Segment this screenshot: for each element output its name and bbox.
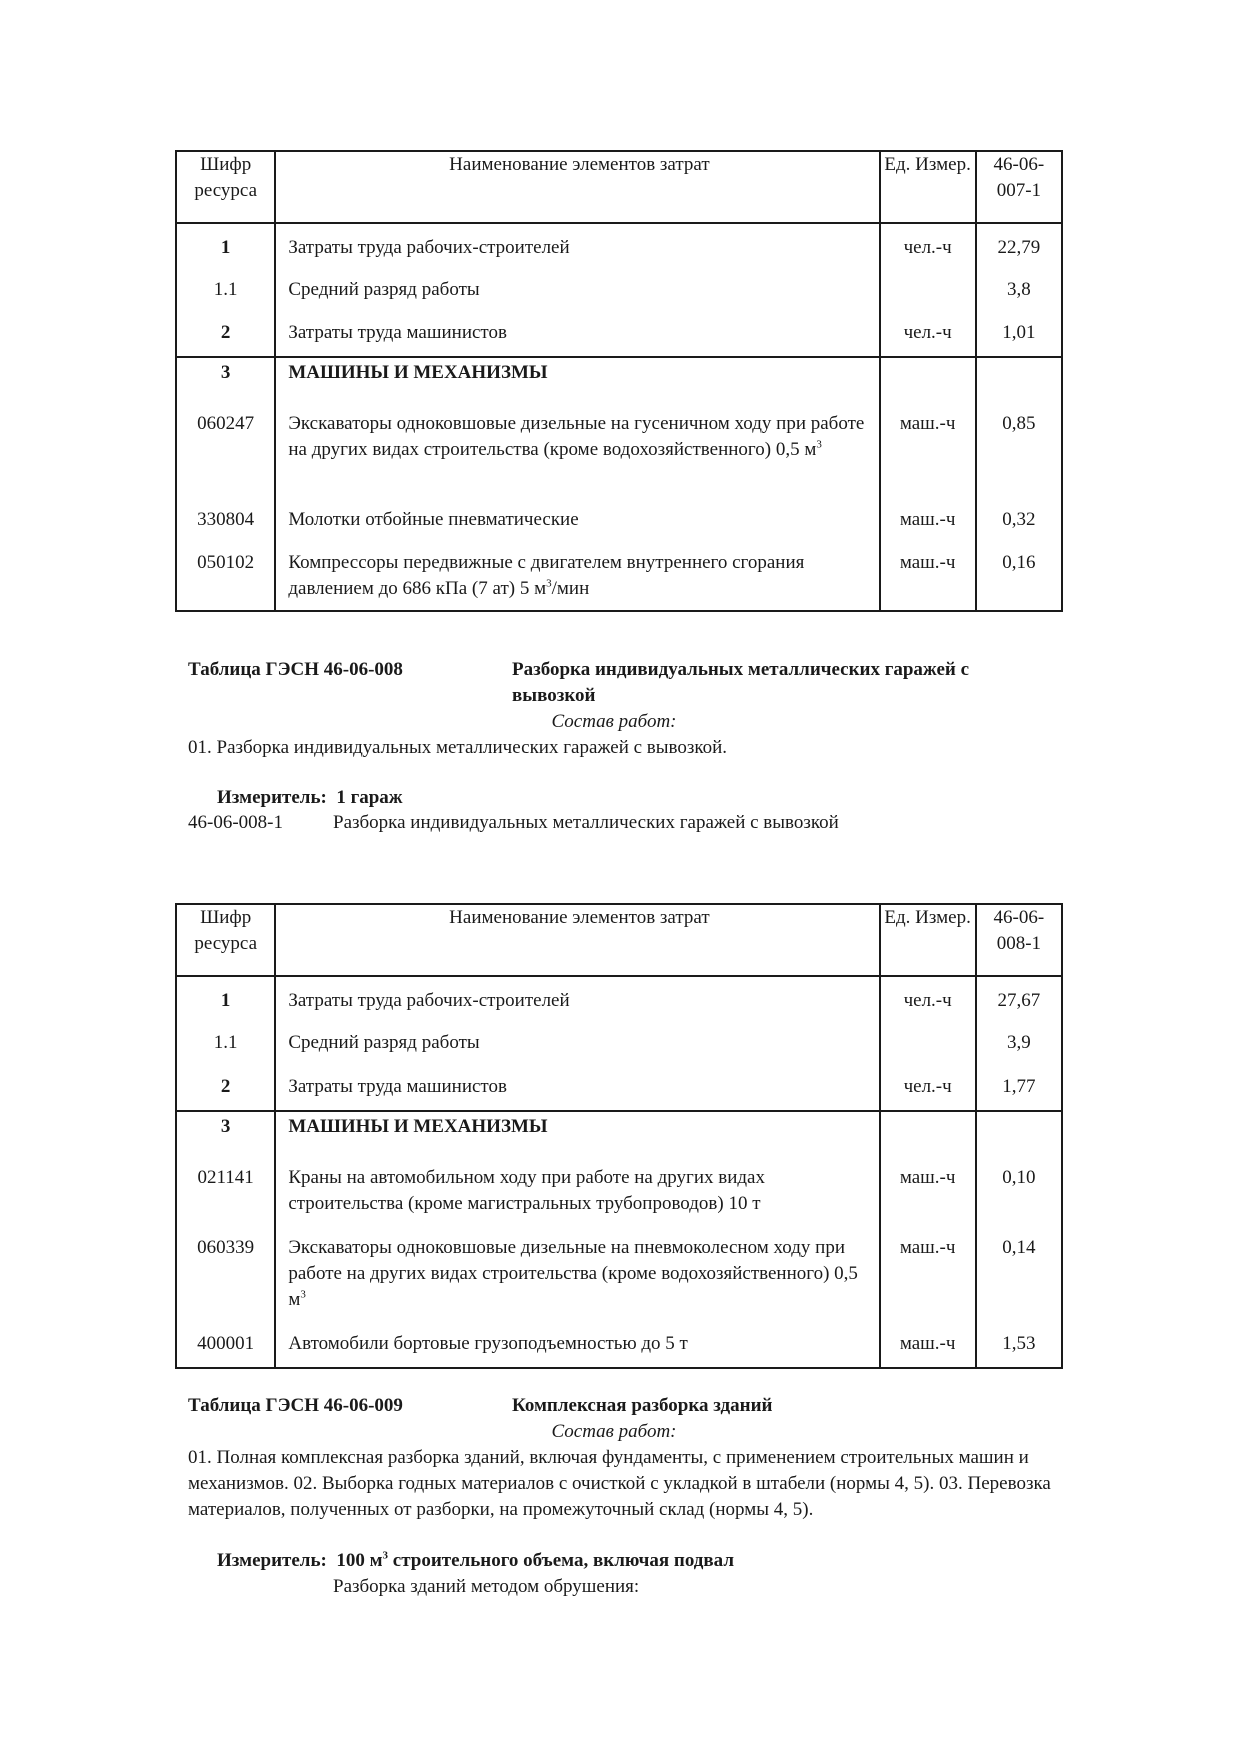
row-unit: [880, 1111, 976, 1154]
row-value: 3,8: [976, 266, 1062, 309]
header-unit: Ед. Измер.: [880, 904, 976, 976]
row-name: Автомобили бортовые грузоподъемностью до 5 т: [275, 1320, 879, 1368]
norm-name: Разборка индивидуальных металлических гаражей с вывозкой: [333, 812, 839, 833]
row-code: 1.1: [176, 1019, 275, 1063]
meter-label: Измеритель:: [217, 787, 327, 808]
row-value: 22,79: [976, 223, 1062, 266]
table-row: [176, 976, 1062, 1019]
table-label: Таблица ГЭСН 46-06-008: [188, 659, 403, 680]
table-row: [176, 1063, 1062, 1111]
row-unit: [880, 1019, 976, 1063]
row-code: 1: [176, 223, 275, 266]
row-unit: чел.-ч: [880, 223, 976, 266]
section-title: Разборка индивидуальных металлических гаражей с вывозкой: [512, 659, 970, 706]
row-code: 1.1: [176, 266, 275, 309]
row-unit: [880, 266, 976, 309]
row-code: 3: [176, 1111, 275, 1154]
row-value: 27,67: [976, 976, 1062, 1019]
header-norm: 46-06-007-1: [976, 151, 1062, 223]
row-name: МАШИНЫ И МЕХАНИЗМЫ: [275, 1111, 879, 1154]
norm-code: 46-06-008-1: [188, 812, 283, 833]
meter: [217, 1548, 734, 1574]
row-code: 050102: [176, 539, 275, 611]
row-unit: чел.-ч: [880, 1063, 976, 1111]
table-row: [176, 1154, 1062, 1224]
row-name: Молотки отбойные пневматические: [275, 496, 879, 539]
row-code: 060247: [176, 400, 275, 496]
row-unit: чел.-ч: [880, 976, 976, 1019]
meter: [217, 785, 403, 811]
row-name: МАШИНЫ И МЕХАНИЗМЫ: [275, 357, 879, 400]
table-row: [176, 400, 1062, 496]
header-name: Наименование элементов затрат: [275, 904, 879, 976]
header-code: Шифр ресурса: [176, 904, 275, 976]
table-row: [176, 266, 1062, 309]
meter-label: Измеритель:: [217, 1550, 327, 1571]
row-unit: маш.-ч: [880, 1154, 976, 1224]
row-name: Средний разряд работы: [275, 266, 879, 309]
row-unit: маш.-ч: [880, 496, 976, 539]
row-name: Затраты труда рабочих-строителей: [275, 976, 879, 1019]
row-unit: маш.-ч: [880, 1320, 976, 1368]
row-name: Затраты труда рабочих-строителей: [275, 223, 879, 266]
row-name: Средний разряд работы: [275, 1019, 879, 1063]
row-value: 0,32: [976, 496, 1062, 539]
row-unit: [880, 357, 976, 400]
header-norm: 46-06-008-1: [976, 904, 1062, 976]
table-header-row: [176, 151, 1062, 223]
table-row-section: [176, 357, 1062, 400]
header-unit: Ед. Измер.: [880, 151, 976, 223]
row-code: 2: [176, 309, 275, 357]
composition-text: 01. Полная комплексная разборка зданий, включая фундаменты, с применением строительных машин и механизмов. 02. Выборка годных материалов с очисткой с укладкой в штабели (нормы 4, 5). 03. Перевозка материалов, полученных от разборки, на промежуточный склад (нормы 4, 5).: [188, 1447, 1051, 1520]
resource-table-46-06-008: [175, 903, 1063, 1369]
row-unit: маш.-ч: [880, 1224, 976, 1320]
row-code: 3: [176, 357, 275, 400]
row-name: Затраты труда машинистов: [275, 309, 879, 357]
row-unit: чел.-ч: [880, 309, 976, 357]
row-value: 3,9: [976, 1019, 1062, 1063]
composition-text: 01. Разборка индивидуальных металлических гаражей с вывозкой.: [188, 737, 728, 758]
method-subheading: Разборка зданий методом обрушения:: [333, 1576, 640, 1597]
row-code: 330804: [176, 496, 275, 539]
meter-value: 1 гараж: [336, 787, 403, 808]
resource-table-46-06-007: [175, 150, 1063, 612]
table-row: [176, 223, 1062, 266]
row-value: 1,01: [976, 309, 1062, 357]
row-value: 1,53: [976, 1320, 1062, 1368]
table-row: [176, 1320, 1062, 1368]
row-value: 1,77: [976, 1063, 1062, 1111]
table-row: [176, 1224, 1062, 1320]
row-value: [976, 357, 1062, 400]
row-unit: маш.-ч: [880, 400, 976, 496]
table-row: [176, 1019, 1062, 1063]
table-row: [176, 539, 1062, 611]
composition-label: Состав работ:: [551, 1421, 677, 1442]
section-title: Комплексная разборка зданий: [512, 1395, 773, 1416]
composition-label: Состав работ:: [551, 711, 677, 732]
table-header-row: [176, 904, 1062, 976]
table-label: Таблица ГЭСН 46-06-009: [188, 1395, 403, 1416]
table-row: [176, 496, 1062, 539]
row-code: 1: [176, 976, 275, 1019]
row-code: 021141: [176, 1154, 275, 1224]
header-name: Наименование элементов затрат: [275, 151, 879, 223]
row-name: Компрессоры передвижные с двигателем внутреннего сгорания давлением до 686 кПа (7 ат) 5 $м^3$/мин: [275, 539, 879, 611]
row-value: 0,16: [976, 539, 1062, 611]
row-name: Экскаваторы одноковшовые дизельные на гусеничном ходу при работе на других видах строительства (кроме водохозяйственного) 0,5 $м^3$: [275, 400, 879, 496]
row-name: Затраты труда машинистов: [275, 1063, 879, 1111]
row-unit: маш.-ч: [880, 539, 976, 611]
row-name: Краны на автомобильном ходу при работе на других видах строительства (кроме магистральных трубопроводов) 10 т: [275, 1154, 879, 1224]
row-code: 400001: [176, 1320, 275, 1368]
row-value: 0,10: [976, 1154, 1062, 1224]
table-row: [176, 309, 1062, 357]
table-row-section: [176, 1111, 1062, 1154]
row-code: 2: [176, 1063, 275, 1111]
row-value: [976, 1111, 1062, 1154]
row-value: 0,85: [976, 400, 1062, 496]
row-code: 060339: [176, 1224, 275, 1320]
header-code: Шифр ресурса: [176, 151, 275, 223]
row-value: 0,14: [976, 1224, 1062, 1320]
row-name: Экскаваторы одноковшовые дизельные на пневмоколесном ходу при работе на других видах строительства (кроме водохозяйственного) 0,5 $м^3$: [275, 1224, 879, 1320]
meter-value: 100 $м^3$ строительного объема, включая подвал: [336, 1549, 734, 1571]
